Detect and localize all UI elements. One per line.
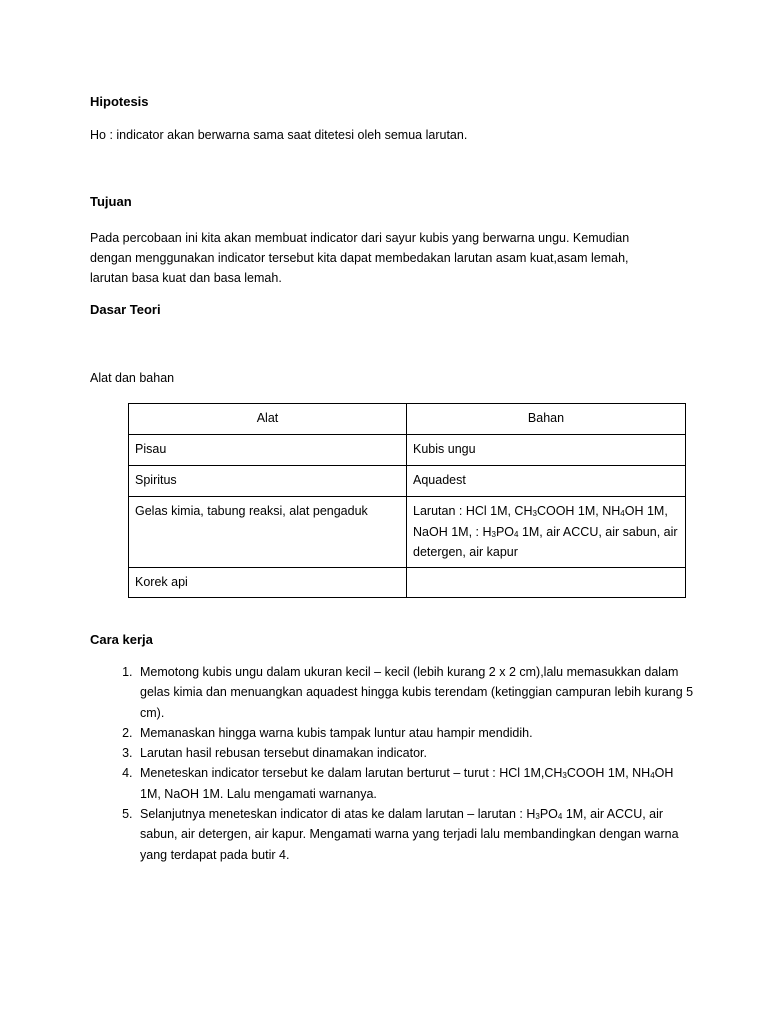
step-text: Larutan hasil rebusan tersebut dinamakan indicator.: [140, 746, 427, 761]
table-row: [129, 497, 686, 568]
table-cell-bahan: Aquadest: [407, 466, 686, 497]
step-text: OH 1M, NaOH 1M. Lalu mengamati warnanya.: [140, 766, 674, 801]
table-row: [129, 568, 686, 598]
step-text: Memanaskan hingga warna kubis tampak luntur atau hampir mendidih.: [140, 725, 533, 740]
subscript: 3: [491, 529, 496, 539]
subscript: 4: [514, 529, 519, 539]
cara-kerja-steps: [112, 662, 696, 865]
larutan-text: OH 1M,: [624, 504, 668, 518]
subscript: 3: [532, 509, 537, 518]
list-item: [136, 723, 696, 743]
subscript: 4: [620, 509, 625, 518]
hipotesis-text: Ho : indicator akan berwarna sama saat ditetesi oleh semua larutan.: [90, 128, 468, 142]
table-cell-alat: Gelas kimia, tabung reaksi, alat pengaduk: [129, 497, 407, 568]
list-item: [136, 743, 696, 763]
larutan-text: detergen, air kapur: [413, 545, 518, 559]
table-cell-alat: Spiritus: [129, 466, 407, 497]
list-item: [136, 804, 696, 865]
tujuan-line: Pada percobaan ini kita akan membuat indicator dari sayur kubis yang berwarna ungu. Kemudian: [90, 231, 630, 245]
alat-bahan-table: [128, 403, 686, 598]
table-cell-alat: Pisau: [129, 435, 407, 466]
dasar-teori-heading: Dasar Teori: [90, 302, 161, 317]
table-row: [129, 466, 686, 497]
step-text: Selanjutnya meneteskan indicator di atas ke dalam larutan – larutan : H: [140, 807, 536, 822]
tujuan-heading: Tujuan: [90, 194, 132, 209]
larutan-text: Larutan : HCl 1M, CH: [413, 504, 533, 518]
hipotesis-heading: Hipotesis: [90, 94, 149, 109]
subscript: 4: [557, 812, 563, 822]
alat-bahan-label: Alat dan bahan: [90, 371, 175, 385]
table-cell-alat: Korek api: [129, 568, 407, 598]
table-header-alat: Alat: [129, 404, 407, 435]
subscript: 3: [562, 771, 567, 781]
table-cell-bahan-larutan: [407, 497, 686, 568]
step-text: 1M, air ACCU, air sabun, air detergen, air kapur. Mengamati warna yang terjadi lalu membandingkan dengan warna yang terdapat pada butir 4.: [140, 807, 679, 862]
list-item: [136, 662, 696, 723]
table-header-bahan: Bahan: [407, 404, 686, 435]
table-cell-bahan: [407, 568, 686, 598]
table-row: [129, 435, 686, 466]
step-text: COOH 1M, NH: [566, 766, 651, 781]
table-cell-bahan: Kubis ungu: [407, 435, 686, 466]
tujuan-paragraph: [90, 228, 670, 288]
table-header-row: [129, 404, 686, 435]
list-item: [136, 763, 696, 804]
tujuan-line: larutan basa kuat dan basa lemah.: [90, 271, 282, 285]
subscript: 4: [650, 771, 655, 781]
larutan-text: NaOH 1M, : H: [413, 524, 492, 539]
step-text: PO: [539, 807, 558, 822]
subscript: 3: [535, 812, 540, 822]
larutan-text: 1M, air ACCU, air sabun, air: [518, 524, 678, 539]
larutan-text: COOH 1M, NH: [536, 504, 621, 518]
cara-kerja-heading: Cara kerja: [90, 632, 153, 647]
step-text: Memotong kubis ungu dalam ukuran kecil – kecil (lebih kurang 2 x 2 cm),lalu memasukkan dalam gelas kimia dan menuangkan aquadest hingga kubis terendam (ketinggian campuran lebih kurang 5 cm).: [140, 665, 694, 720]
step-text: Meneteskan indicator tersebut ke dalam larutan berturut – turut : HCl 1M,CH: [140, 766, 563, 781]
larutan-text: PO: [495, 524, 515, 539]
tujuan-line: dengan menggunakan indicator tersebut kita dapat membedakan larutan asam kuat,asam lemah,: [90, 251, 629, 265]
